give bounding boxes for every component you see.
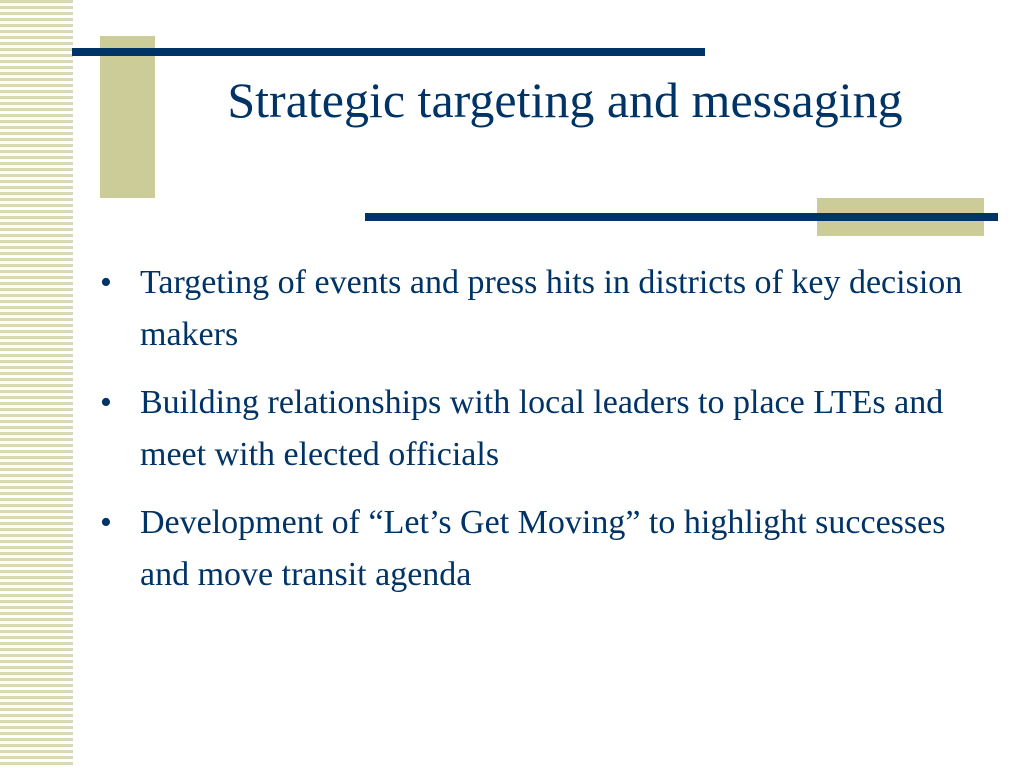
bullet-list — [100, 257, 980, 617]
bullet-item — [100, 497, 980, 601]
bullet-item — [100, 257, 980, 361]
accent-block-left — [100, 36, 155, 198]
bullet-text: Building relationships with local leaders to place LTEs and meet with elected officials — [140, 384, 944, 473]
decorative-stripes — [0, 0, 73, 768]
bullet-item — [100, 377, 980, 481]
bullet-text: Development of “Let’s Get Moving” to highlight successes and move transit agenda — [140, 504, 946, 593]
accent-bar-top — [72, 48, 705, 56]
accent-bar-bottom — [365, 213, 998, 221]
bullet-text: Targeting of events and press hits in districts of key decision makers — [140, 264, 963, 353]
bullet-marker: • — [100, 264, 112, 301]
slide-title: Strategic targeting and messaging — [227, 72, 903, 128]
bullet-marker: • — [100, 504, 112, 541]
bullet-marker: • — [100, 384, 112, 421]
